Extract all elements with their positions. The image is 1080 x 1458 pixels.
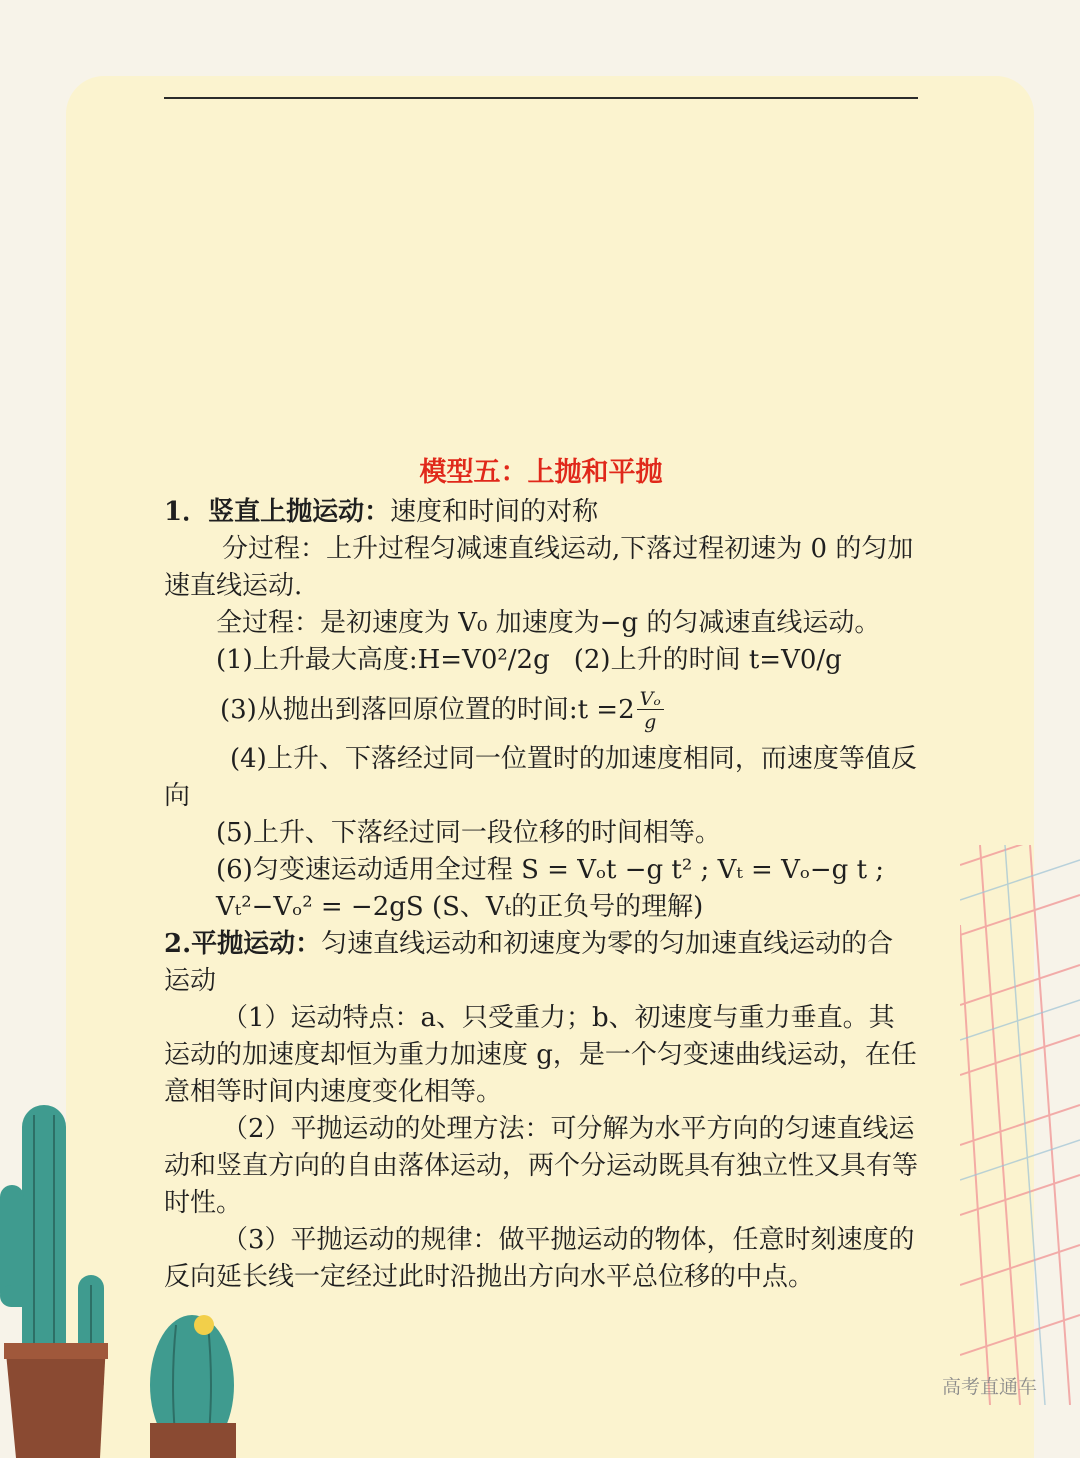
section2-paragraph-method: （2）平抛运动的处理方法：可分解为水平方向的匀速直线运动和竖直方向的自由落体运动，两个分运动既具有独立性又具有等时性。 [164, 1114, 919, 1218]
section1-line-height-time [164, 642, 918, 679]
top-rule [164, 97, 918, 99]
return-time-text: (3)从抛出到落回原位置的时间:t =2 [220, 694, 635, 725]
rise-time-formula: (2)上升的时间 t=V0/g [573, 645, 842, 675]
watermark: 高考直通车 [942, 1376, 1038, 1398]
section1-line-equal-time: (5)上升、下落经过同一段位移的时间相等。 [216, 818, 721, 848]
section1-line-uniform-formula: (6)匀变速运动适用全过程 S = Vₒt −g t² ; Vₜ = Vₒ−g t ; [216, 855, 885, 885]
section2-paragraph-features: （1）运动特点：a、只受重力；b、初速度与重力垂直。其运动的加速度却恒为重力加速度 g，是一个匀变速曲线运动，在任意相等时间内速度变化相等。 [164, 1003, 917, 1107]
section2-heading [164, 926, 918, 1000]
document-body [164, 452, 918, 1296]
section2-heading-label: 2.平抛运动： [164, 929, 322, 959]
fraction-denominator: g [644, 710, 657, 733]
section1-heading [164, 494, 918, 531]
page-title: 模型五：上抛和平抛 [419, 457, 663, 488]
grid-paper-decoration [960, 845, 1080, 1405]
section1-line-sub-process: 分过程：上升过程匀减速直线运动,下落过程初速为 0 的匀加速直线运动. [164, 534, 914, 601]
section1-line-return-time [164, 679, 918, 741]
section1-heading-tail: 速度和时间的对称 [390, 497, 599, 527]
section1-line-whole-process: 全过程：是初速度为 V₀ 加速度为−g 的匀减速直线运动。 [216, 608, 881, 638]
fraction [637, 689, 664, 732]
section1-line-symmetry: (4)上升、下落经过同一位置时的加速度相同，而速度等值反向 [164, 744, 917, 811]
section1-heading-label: 1．竖直上抛运动： [164, 497, 391, 527]
fraction-numerator: Vₒ [637, 689, 664, 710]
section2-paragraph-rules: （3）平抛运动的规律：做平抛运动的物体，任意时刻速度的反向延长线一定经过此时沿抛出方向水平总位移的中点。 [164, 1225, 915, 1292]
section1-line-velocity-formula: Vₜ²−Vₒ² = −2gS (S、Vₜ的正负号的理解) [216, 892, 704, 922]
max-height-formula: (1)上升最大高度:H=V0²/2g [216, 645, 550, 675]
section2-heading-tail: 匀速直线运动和初速度为零的匀加速直线运动的合运动 [164, 929, 894, 996]
